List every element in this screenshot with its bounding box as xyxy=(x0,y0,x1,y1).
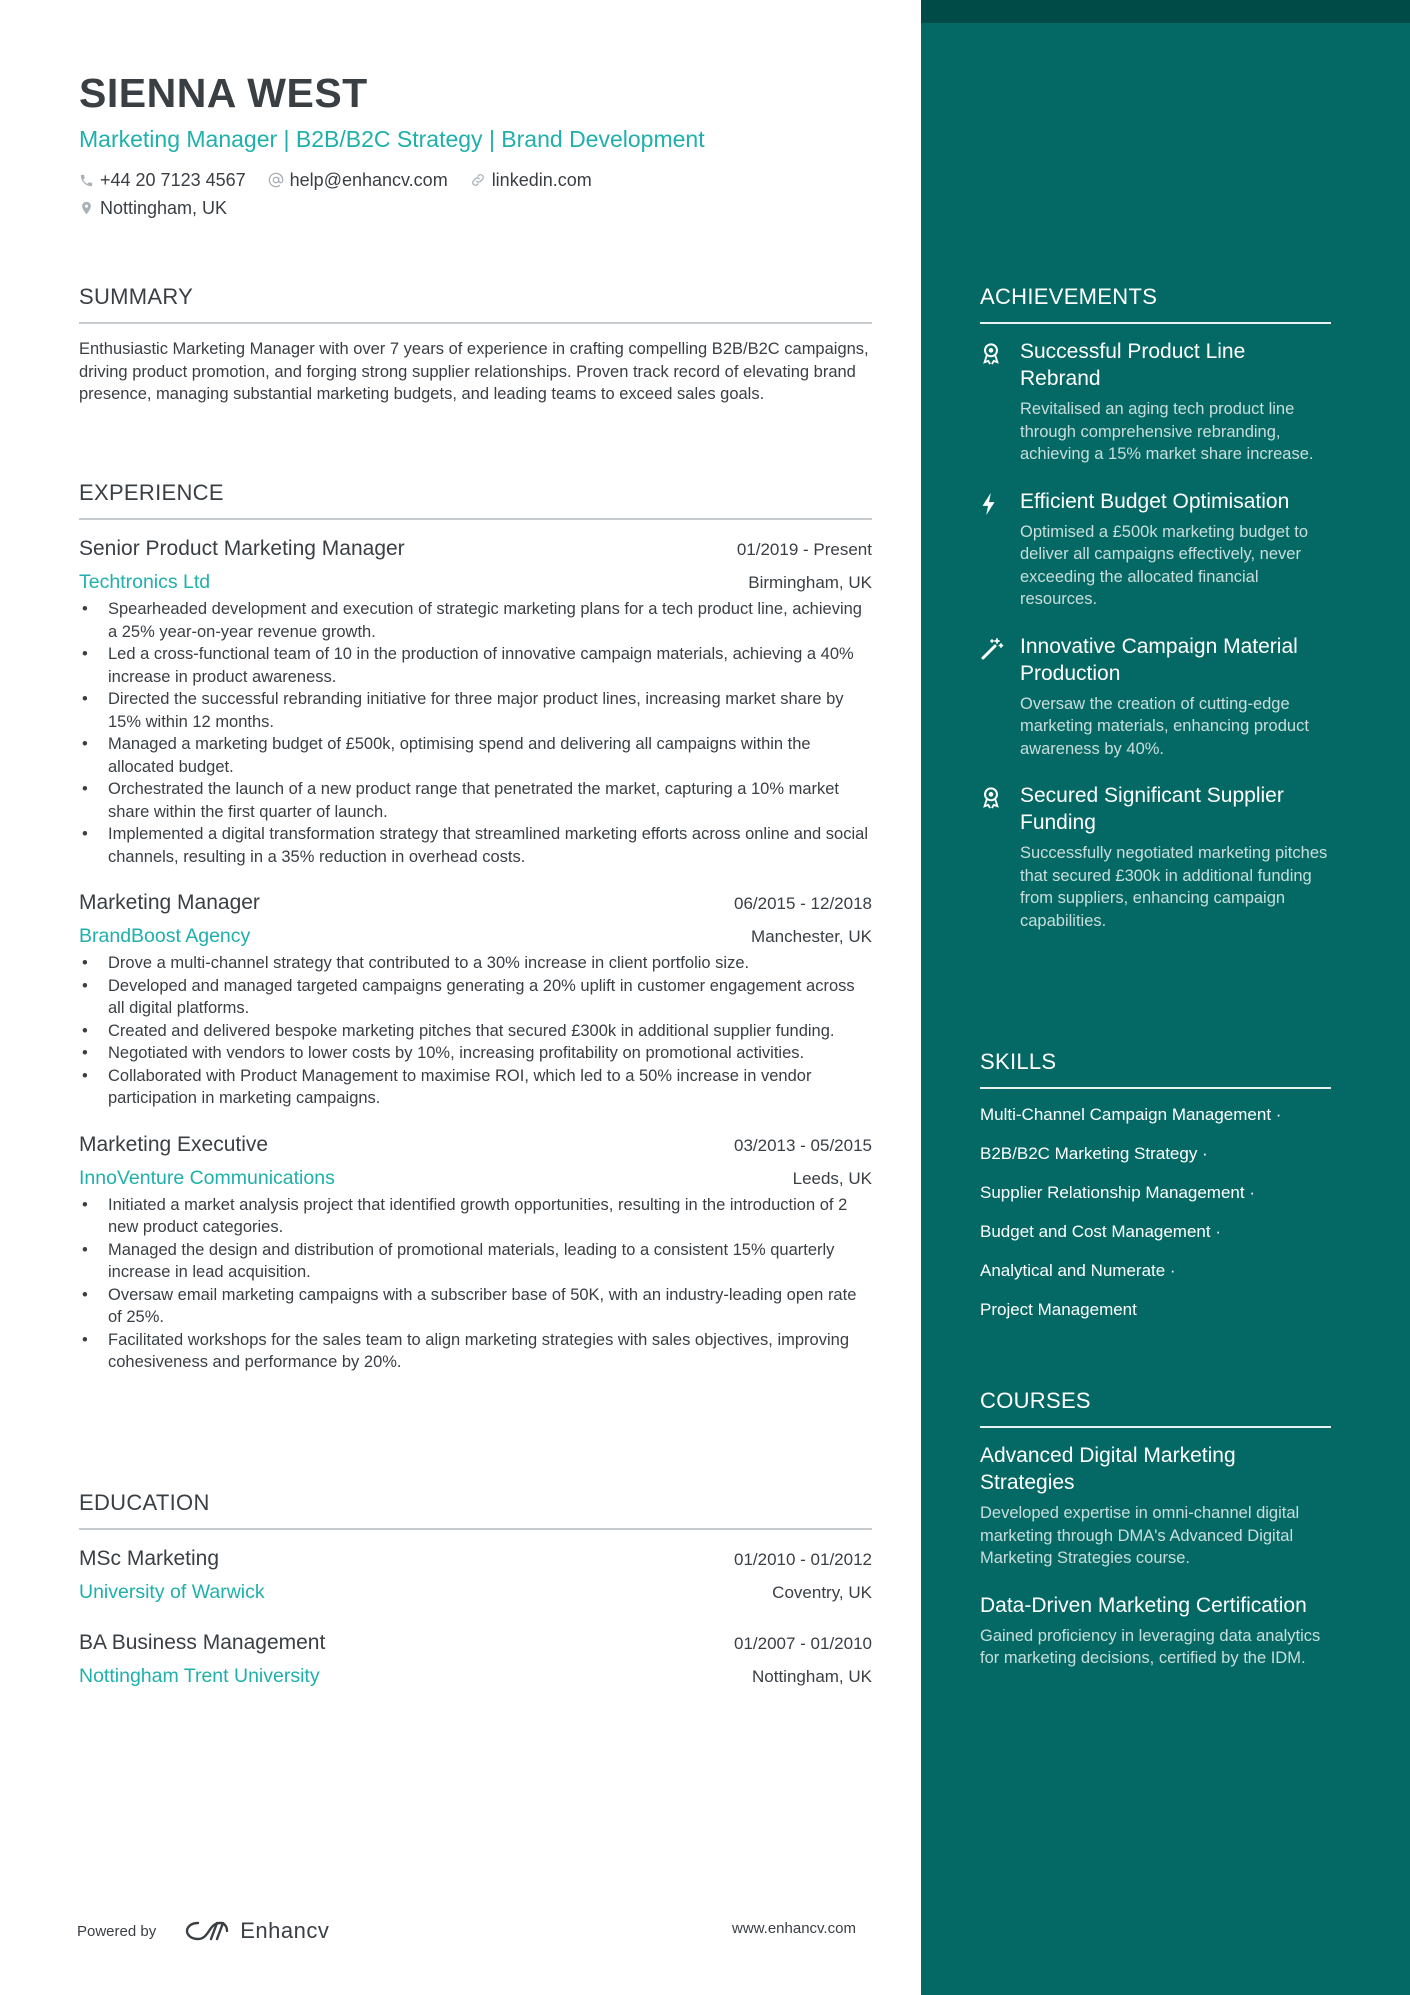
courses-heading: COURSES xyxy=(980,1386,1331,1428)
job-company[interactable]: Techtronics Ltd xyxy=(79,571,211,593)
school[interactable]: University of Warwick xyxy=(79,1581,265,1603)
courses-section xyxy=(980,1386,1331,1670)
achievement-desc: Successfully negotiated marketing pitches that secured £300k in additional funding from suppliers, enhancing campaign capabilities. xyxy=(1020,844,1328,930)
award-icon xyxy=(980,342,1002,366)
education-entry xyxy=(79,1544,872,1606)
job-dates: 03/2013 - 05/2015 xyxy=(733,1135,872,1155)
at-icon xyxy=(268,172,284,188)
job-company[interactable]: InnoVenture Communications xyxy=(79,1166,335,1189)
website-text: linkedin.com xyxy=(491,170,592,190)
contact-website[interactable] xyxy=(470,166,592,194)
award-icon xyxy=(980,786,1002,810)
bullet-item: • Initiated a market analysis project that identified growth opportunities, resulting in the introduction of 2 new product categories. xyxy=(79,1194,872,1239)
course-title: Data-Driven Marketing Certification xyxy=(980,1593,1307,1617)
bullet-item: • Drove a multi-channel strategy that contributed to a 30% increase in client portfolio size. xyxy=(79,952,872,975)
location-pin-icon xyxy=(79,200,94,216)
skills-heading: SKILLS xyxy=(980,1047,1331,1089)
email-text: help@enhancv.com xyxy=(289,170,448,190)
summary-text: Enthusiastic Marketing Manager with over 7 years of experience in crafting compelling B2B/B2C campaigns, driving product promotion, and forging strong supplier relationships. Proven track record of elevating brand presence, managing substantial marketing budgets, and leading teams to exceed sales goals. xyxy=(79,340,869,403)
bullet-item: • Collaborated with Product Management to maximise ROI, which led to a 50% increase in vendor participation in marketing campaigns. xyxy=(79,1065,872,1110)
job-location: Birmingham, UK xyxy=(748,573,872,592)
achievement-title: Innovative Campaign Material Production xyxy=(1020,634,1298,685)
bullet-item: • Orchestrated the launch of a new product range that penetrated the market, capturing a 10% market share within the first quarter of launch. xyxy=(79,778,872,823)
enhancv-logo-icon xyxy=(184,1919,230,1943)
achievement-title: Successful Product Line Rebrand xyxy=(1020,340,1246,390)
enhancv-logo[interactable] xyxy=(184,1918,329,1944)
job-entry xyxy=(79,888,872,1110)
skill-item: Budget and Cost Management · xyxy=(980,1222,1221,1241)
bullet-item: • Implemented a digital transformation strategy that streamlined marketing efforts across online and social channels, resulting in a 35% reduction in overhead costs. xyxy=(79,823,872,868)
course-item xyxy=(980,1592,1331,1670)
education-entry xyxy=(79,1628,872,1690)
skills-section xyxy=(980,1047,1331,1329)
course-item xyxy=(980,1442,1331,1570)
education-location: Nottingham, UK xyxy=(752,1667,872,1686)
bullet-item: • Managed the design and distribution of promotional materials, leading to a consistent 15% quarterly increase in lead acquisition. xyxy=(79,1239,872,1284)
job-company[interactable]: BrandBoost Agency xyxy=(79,925,251,947)
achievement-item xyxy=(980,633,1331,761)
achievement-item xyxy=(980,488,1331,611)
skill-item: Multi-Channel Campaign Management · xyxy=(980,1105,1282,1124)
education-dates: 01/2010 - 01/2012 xyxy=(733,1550,872,1569)
skill-item: B2B/B2C Marketing Strategy · xyxy=(980,1144,1208,1163)
education-dates: 01/2007 - 01/2010 xyxy=(733,1634,872,1653)
education-section xyxy=(79,1488,872,1690)
header xyxy=(79,68,872,222)
achievement-title: Efficient Budget Optimisation xyxy=(1020,489,1290,513)
bullet-item: • Managed a marketing budget of £500k, optimising spend and delivering all campaigns within the allocated budget. xyxy=(79,733,872,778)
headline: Marketing Manager | B2B/B2C Strategy | Brand Development xyxy=(79,126,705,152)
achievement-desc: Optimised a £500k marketing budget to deliver all campaigns effectively, never exceeding the allocated financial resources. xyxy=(1020,522,1309,608)
summary-section xyxy=(79,282,872,406)
job-title: Marketing Executive xyxy=(79,1132,269,1156)
contact-location xyxy=(79,194,227,222)
magic-wand-icon xyxy=(980,637,1004,661)
contact-info xyxy=(79,166,872,222)
achievement-desc: Revitalised an aging tech product line through comprehensive rebranding, achieving a 15% market share increase. xyxy=(1020,400,1314,463)
job-bullets xyxy=(79,952,872,1110)
candidate-name: SIENNA WEST xyxy=(79,70,368,116)
course-desc: Gained proficiency in leveraging data analytics for marketing decisions, certified by the IDM. xyxy=(980,1626,1321,1667)
achievement-desc: Oversaw the creation of cutting-edge marketing materials, enhancing product awareness by 40%. xyxy=(1020,694,1309,758)
summary-heading: SUMMARY xyxy=(79,282,872,324)
bullet-item: • Negotiated with vendors to lower costs by 10%, increasing profitability on promotional activities. xyxy=(79,1042,872,1065)
course-title: Advanced Digital Marketing Strategies xyxy=(980,1444,1236,1494)
footer-url[interactable]: www.enhancv.com xyxy=(732,1920,856,1937)
degree: MSc Marketing xyxy=(79,1547,220,1570)
sidebar-top-bar xyxy=(921,0,1410,23)
phone-text: +44 20 7123 4567 xyxy=(100,170,246,190)
job-dates: 01/2019 - Present xyxy=(736,540,872,559)
experience-section xyxy=(79,478,872,1374)
skill-item: Analytical and Numerate · xyxy=(980,1261,1176,1280)
job-title: Senior Product Marketing Manager xyxy=(79,537,405,560)
job-title: Marketing Manager xyxy=(79,891,260,914)
bullet-item: • Led a cross-functional team of 10 in the production of innovative campaign materials, achieving a 40% increase in product awareness. xyxy=(79,643,872,688)
education-location: Coventry, UK xyxy=(772,1583,872,1602)
degree: BA Business Management xyxy=(79,1631,326,1654)
job-entry xyxy=(79,1130,872,1374)
powered-by-text: Powered by xyxy=(77,1922,157,1940)
achievements-section xyxy=(980,282,1331,932)
job-location: Leeds, UK xyxy=(792,1168,872,1188)
skill-item: Project Management xyxy=(980,1300,1137,1319)
achievement-item xyxy=(980,782,1331,932)
bullet-item: • Oversaw email marketing campaigns with a subscriber base of 50K, with an industry-leading open rate of 25%. xyxy=(79,1284,872,1329)
lightning-icon xyxy=(980,492,998,516)
bullet-item: • Spearheaded development and execution of strategic marketing plans for a tech product line, achieving a 25% year-on-year revenue growth. xyxy=(79,598,872,643)
skill-item: Supplier Relationship Management · xyxy=(980,1183,1255,1202)
bullet-item: • Created and delivered bespoke marketing pitches that secured £300k in additional supplier funding. xyxy=(79,1020,872,1043)
job-entry xyxy=(79,534,872,868)
contact-phone[interactable] xyxy=(79,166,246,194)
achievements-heading: ACHIEVEMENTS xyxy=(980,282,1331,324)
course-desc: Developed expertise in omni-channel digital marketing through DMA's Advanced Digital Marketing Strategies course. xyxy=(980,1504,1300,1567)
achievement-item xyxy=(980,338,1331,466)
job-dates: 06/2015 - 12/2018 xyxy=(733,894,872,913)
job-bullets xyxy=(79,598,872,868)
phone-icon xyxy=(79,173,94,188)
school[interactable]: Nottingham Trent University xyxy=(79,1665,320,1687)
achievement-title: Secured Significant Supplier Funding xyxy=(1020,784,1284,834)
bullet-item: • Facilitated workshops for the sales team to align marketing strategies with sales objectives, improving cohesiveness and performance by 20%. xyxy=(79,1329,872,1374)
experience-heading: EXPERIENCE xyxy=(79,478,872,520)
brand-name: Enhancv xyxy=(240,1918,330,1943)
footer-powered-by xyxy=(77,1918,329,1944)
contact-email[interactable] xyxy=(268,166,448,194)
job-bullets xyxy=(79,1194,872,1374)
job-location: Manchester, UK xyxy=(751,927,872,946)
location-text: Nottingham, UK xyxy=(100,198,228,218)
bullet-item: • Directed the successful rebranding initiative for three major product lines, increasing market share by 15% within 12 months. xyxy=(79,688,872,733)
education-heading: EDUCATION xyxy=(79,1488,872,1530)
link-icon xyxy=(470,172,486,188)
bullet-item: • Developed and managed targeted campaigns generating a 20% uplift in customer engagement across all digital platforms. xyxy=(79,975,872,1020)
